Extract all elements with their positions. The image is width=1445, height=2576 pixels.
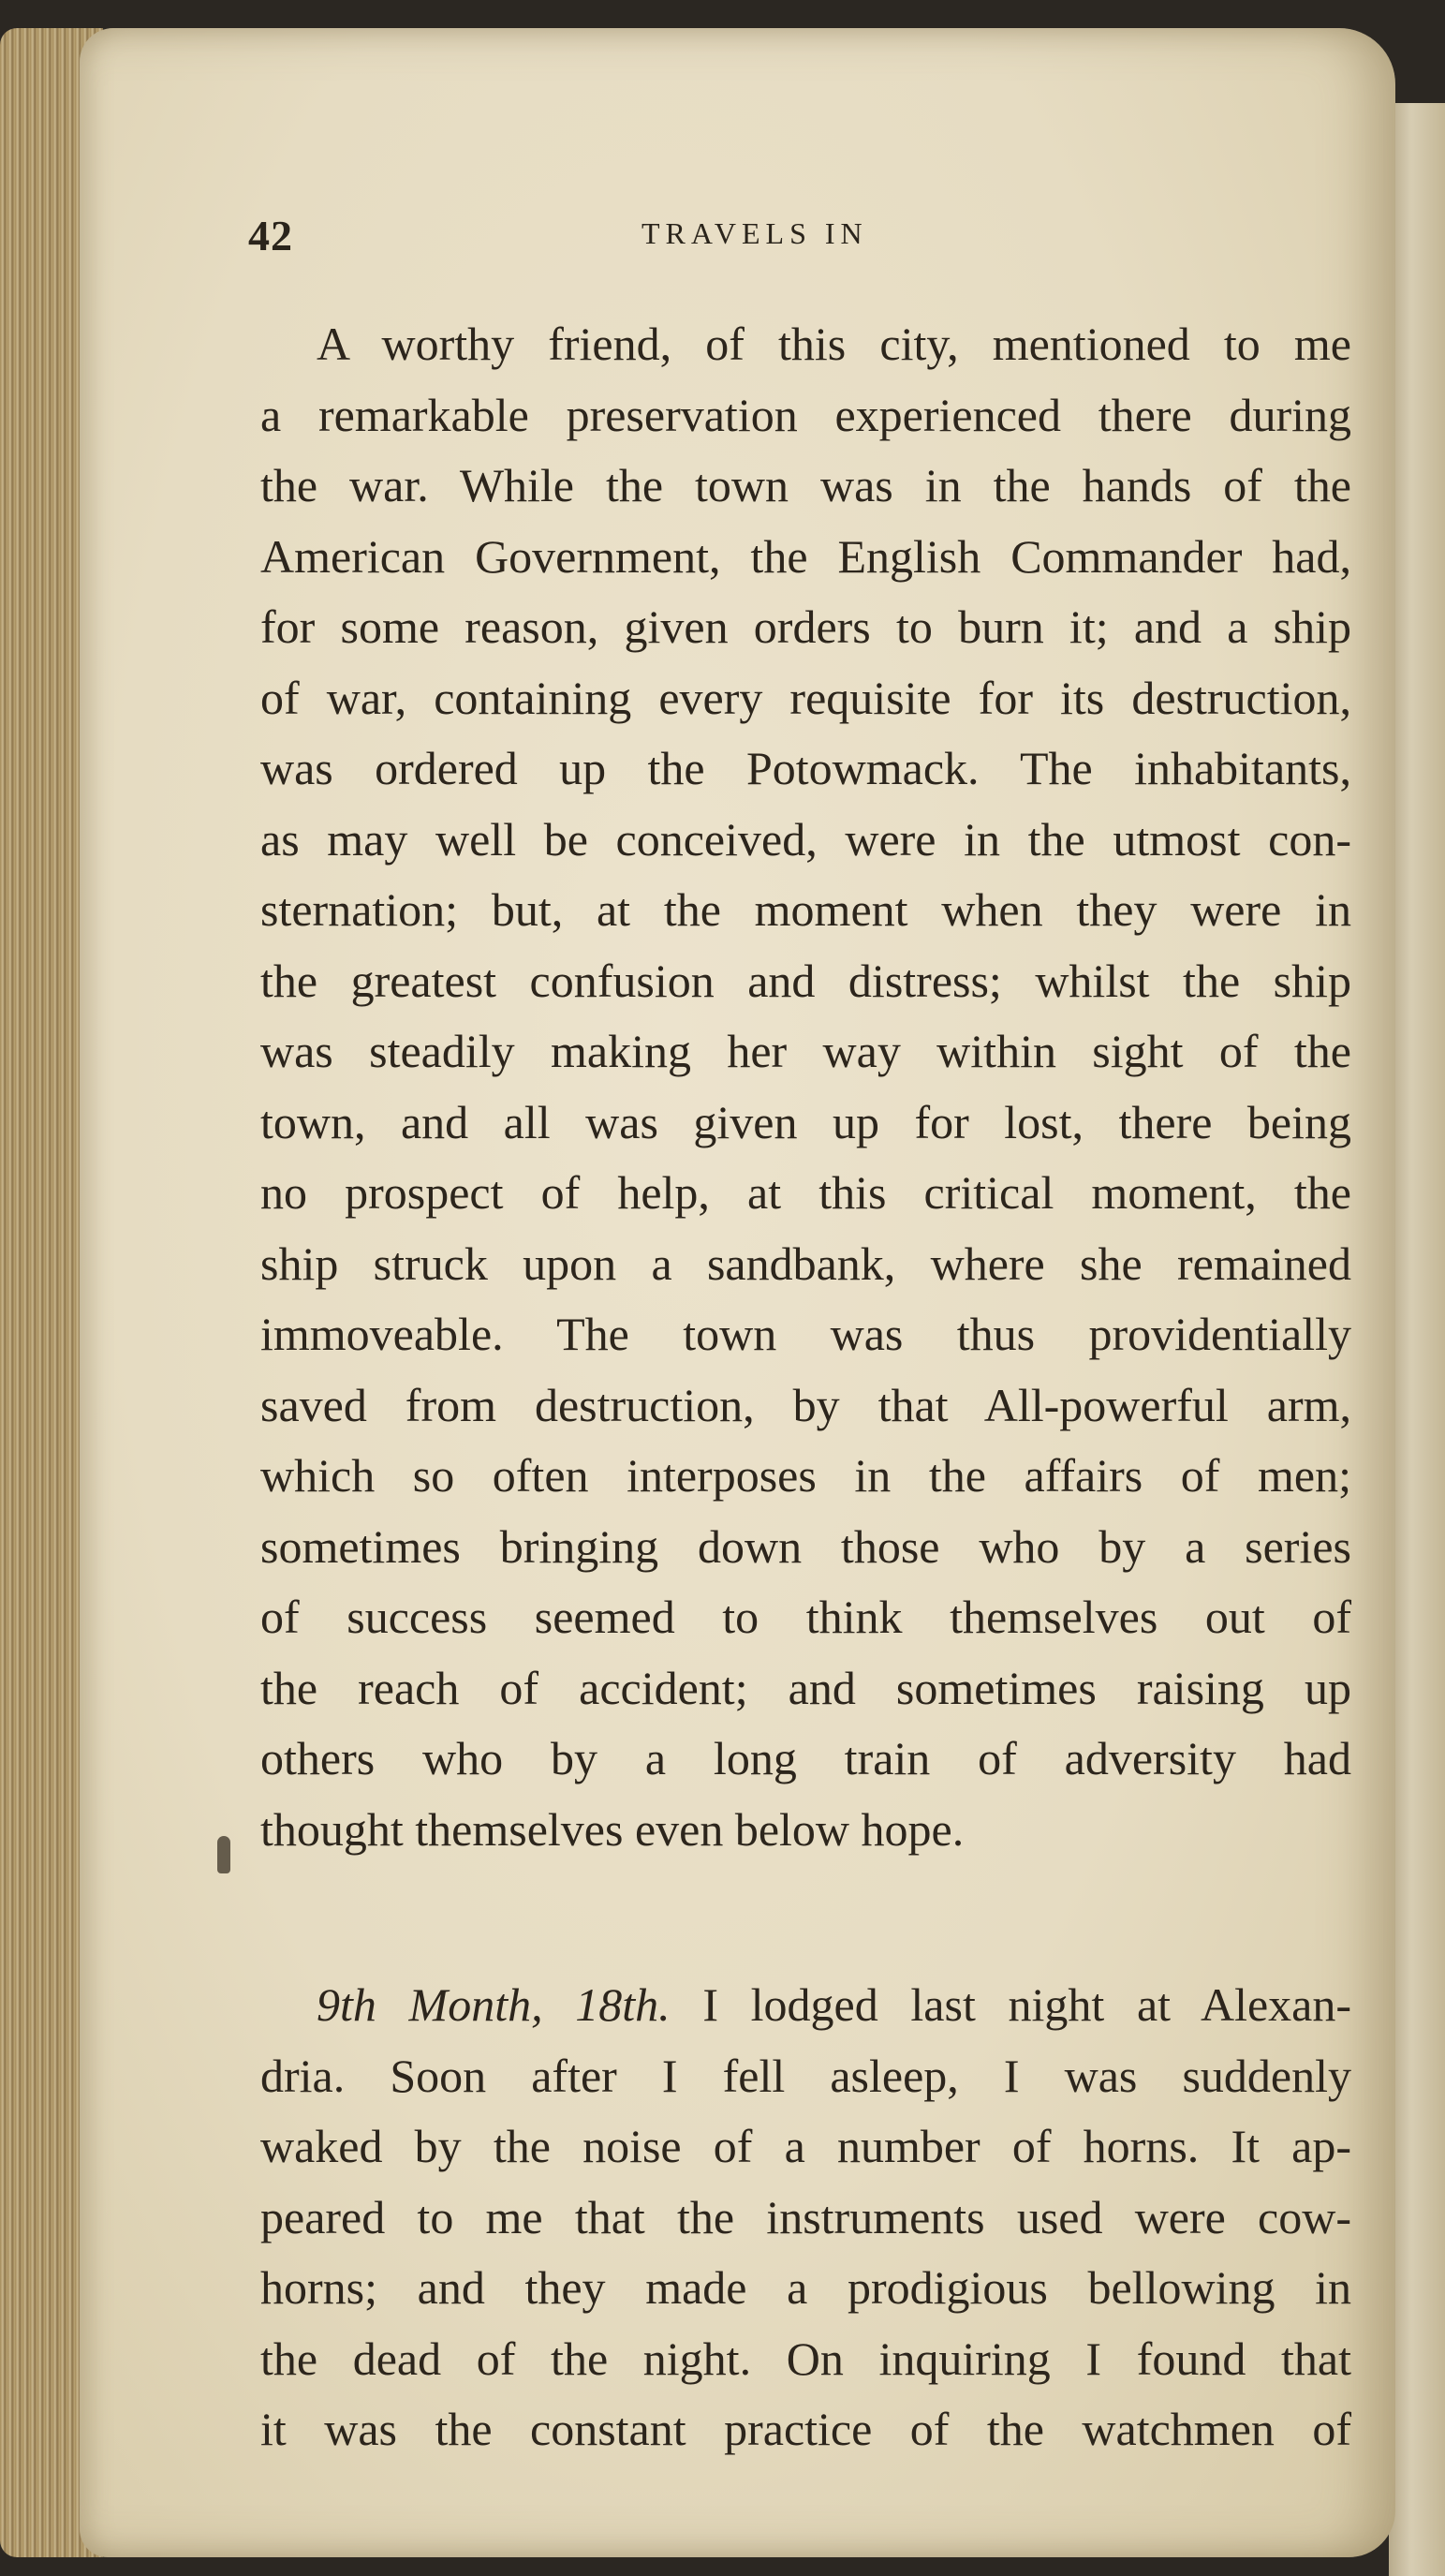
text-line: for some reason, given orders to burn it; and a ship xyxy=(260,600,1351,653)
text-line: town, and all was given up for lost, there being xyxy=(260,1095,1351,1148)
running-head xyxy=(248,211,1306,267)
text-line: horns; and they made a prodigious bellowing in xyxy=(260,2261,1351,2314)
text-line: was ordered up the Potowmack. The inhabitants, xyxy=(260,742,1351,794)
running-title: TRAVELS IN xyxy=(641,216,868,250)
text-line: American Government, the English Commander had, xyxy=(260,529,1351,583)
text-line: others who by a long train of adversity had xyxy=(260,1732,1351,1784)
ink-mark xyxy=(217,1836,230,1873)
dated-entry-line xyxy=(260,1970,1351,2041)
text-line: a remarkable preservation experienced there during xyxy=(260,388,1351,441)
text-line: of success seemed to think themselves out of xyxy=(260,1591,1351,1643)
text-line: thought themselves even below hope. xyxy=(260,1802,965,1856)
text-line: the reach of accident; and sometimes raising up xyxy=(260,1661,1351,1714)
text-line: was steadily making her way within sight of the xyxy=(260,1025,1351,1077)
text-line: of war, containing every requisite for its destruction, xyxy=(260,671,1351,724)
text-line: sometimes bringing down those who by a series xyxy=(260,1519,1351,1573)
text-line: peared to me that the instruments used were cow- xyxy=(260,2190,1351,2243)
text-line: sternation; but, at the moment when they were in xyxy=(260,883,1351,936)
text-line: waked by the noise of a number of horns. It ap- xyxy=(260,2120,1351,2172)
paragraph-gap xyxy=(260,1865,1351,1970)
text-line: no prospect of help, at this critical moment, the xyxy=(260,1166,1351,1219)
text-line: the greatest confusion and distress; whilst the ship xyxy=(260,954,1351,1007)
body-text xyxy=(260,309,1351,2465)
text-line: saved from destruction, by that All-powerful arm, xyxy=(260,1378,1351,1431)
text-line: dria. Soon after I fell asleep, I was suddenly xyxy=(260,2049,1351,2102)
entry-text: I lodged last night at Alexan- xyxy=(702,1978,1352,2031)
entry-date: 9th Month, 18th. xyxy=(317,1978,671,2031)
text-line: it was the constant practice of the watchmen of xyxy=(260,2403,1351,2455)
text-line: immoveable. The town was thus providentially xyxy=(260,1308,1351,1360)
text-line: A worthy friend, of this city, mentioned to me xyxy=(317,318,1351,370)
text-line: as may well be conceived, were in the utmost con- xyxy=(260,812,1351,866)
page-number: 42 xyxy=(248,212,293,259)
text-line: which so often interposes in the affairs of men; xyxy=(260,1449,1351,1502)
text-line: the war. While the town was in the hands of the xyxy=(260,459,1351,511)
facing-page xyxy=(1389,103,1445,2576)
text-line: the dead of the night. On inquiring I found that xyxy=(260,2332,1351,2385)
text-line: ship struck upon a sandbank, where she remained xyxy=(260,1236,1351,1290)
